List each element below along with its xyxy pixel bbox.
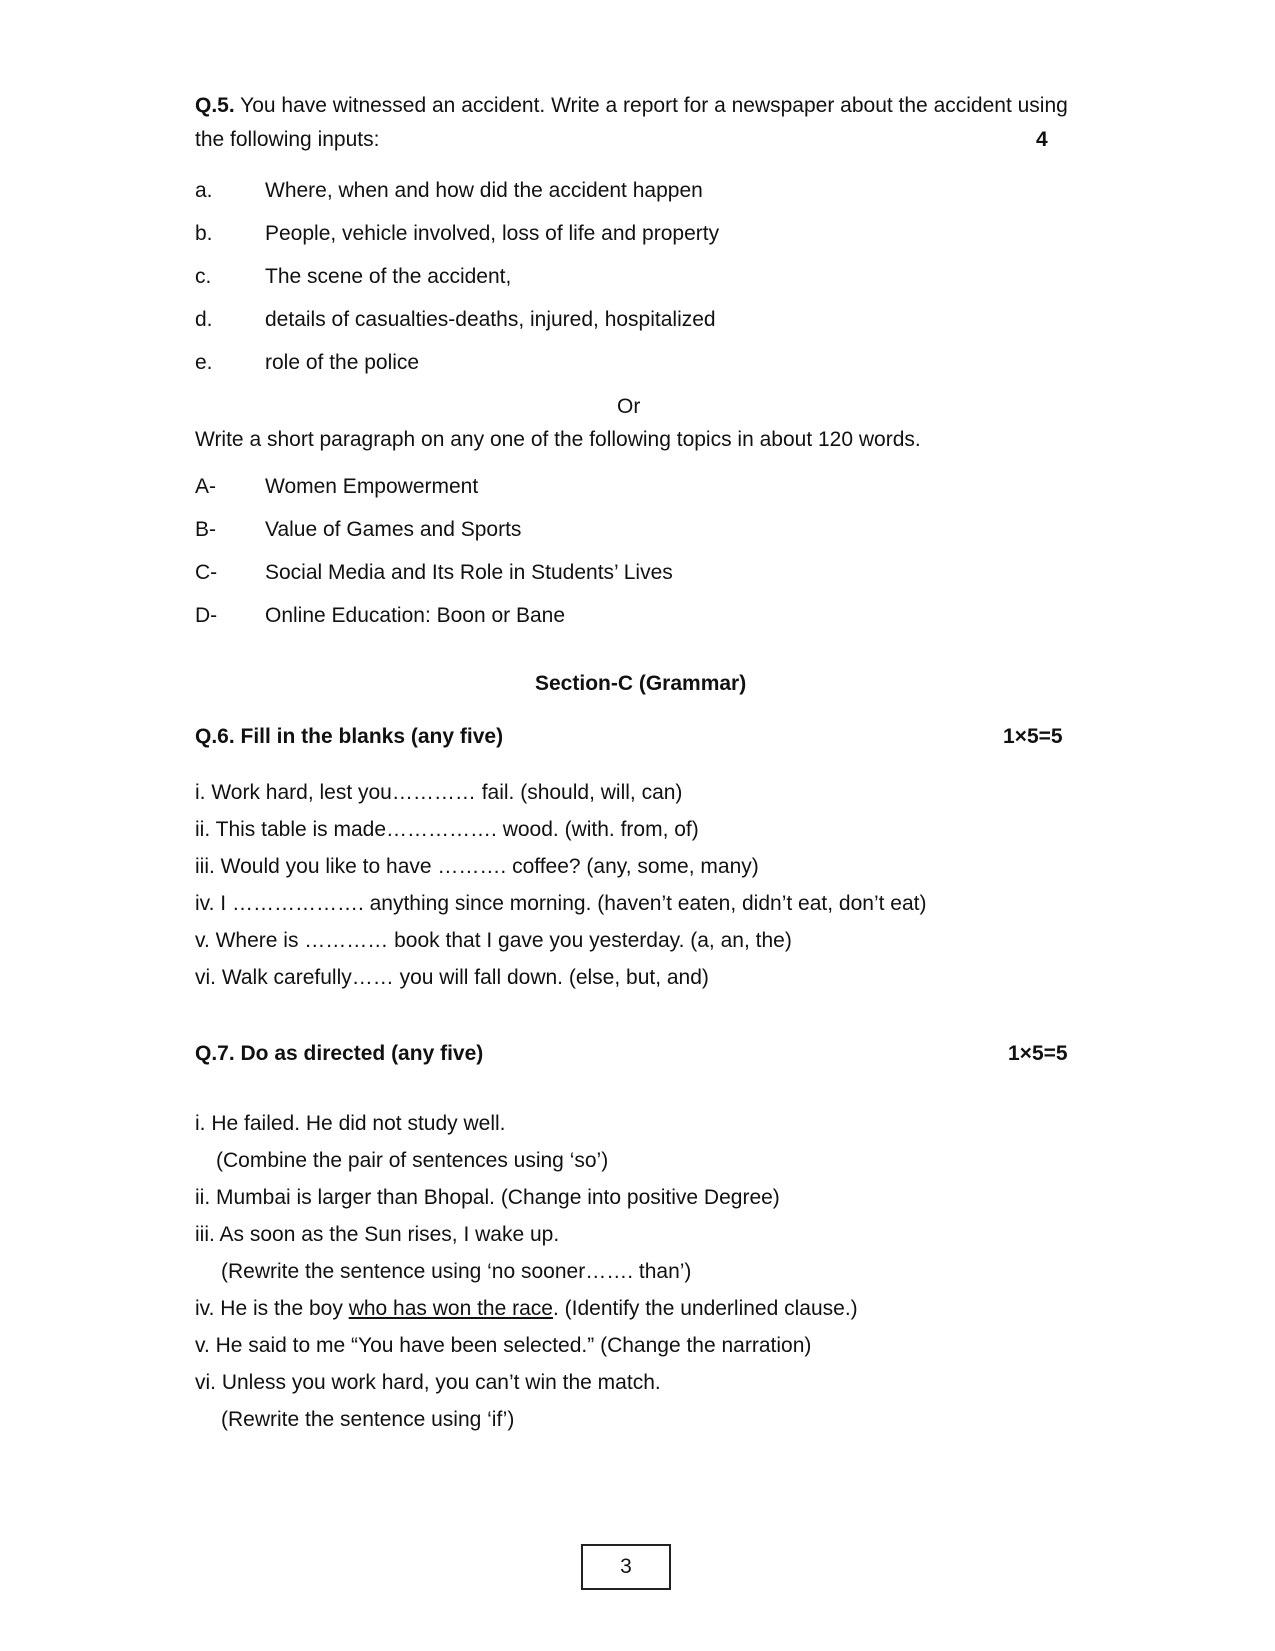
- q7-item: i. He failed. He did not study well.: [195, 1112, 506, 1135]
- q7-item-instruction: (Combine the pair of sentences using ‘so’): [216, 1149, 609, 1172]
- q7-item: vi. Unless you work hard, you can’t win the match.: [195, 1371, 661, 1394]
- q6-item: vi. Walk carefully…… you will fall down. (else, but, and): [195, 966, 709, 989]
- page-number: 3: [620, 1555, 632, 1578]
- topic-text: Value of Games and Sports: [265, 518, 522, 541]
- q6-item: iii. Would you like to have ………. coffee? (any, some, many): [195, 855, 759, 878]
- q5-input-letter: c.: [195, 265, 212, 288]
- q7-item: [195, 1297, 858, 1321]
- topic-text: Women Empowerment: [265, 475, 479, 498]
- q6-item: iv. I ………………. anything since morning. (haven’t eaten, didn’t eat, don’t eat): [195, 892, 927, 915]
- page-number-box: [581, 1544, 671, 1590]
- q5-question-line2: the following inputs:: [195, 128, 380, 151]
- q7-iv-prefix: iv. He is the boy: [195, 1297, 349, 1320]
- q5-input-text: details of casualties-deaths, injured, hospitalized: [265, 308, 716, 331]
- q5-label: Q.5.: [195, 94, 235, 117]
- q7-iv-suffix: . (Identify the underlined clause.): [552, 1297, 858, 1320]
- q5-input-text: People, vehicle involved, loss of life and property: [265, 222, 720, 245]
- topic-letter: B-: [195, 518, 216, 541]
- q5-input-letter: e.: [195, 351, 213, 374]
- topic-letter: A-: [195, 475, 216, 498]
- underlined-clause: who has won the race: [348, 1297, 553, 1320]
- q5-input-text: The scene of the accident,: [265, 265, 512, 288]
- topic-letter: C-: [195, 561, 218, 584]
- q7-title: Q.7. Do as directed (any five): [195, 1042, 484, 1065]
- q5-input-text: role of the police: [265, 351, 420, 374]
- q5-input-letter: b.: [195, 222, 213, 245]
- q7-item-instruction: (Rewrite the sentence using ‘no sooner……. than’): [221, 1260, 692, 1283]
- q7-item: iii. As soon as the Sun rises, I wake up.: [195, 1223, 560, 1246]
- q6-item: ii. This table is made……………. wood. (with. from, of): [195, 818, 699, 841]
- topic-text: Social Media and Its Role in Students’ Lives: [265, 561, 673, 584]
- section-title: Section-C (Grammar): [535, 672, 747, 695]
- q7-item: v. He said to me “You have been selected.” (Change the narration): [195, 1334, 812, 1357]
- topic-letter: D-: [195, 604, 218, 627]
- q7-item: ii. Mumbai is larger than Bhopal. (Change into positive Degree): [195, 1186, 780, 1209]
- q6-item: i. Work hard, lest you………… fail. (should, will, can): [195, 781, 683, 804]
- q7-marks: 1×5=5: [1008, 1042, 1068, 1065]
- q5-text: You have witnessed an accident. Write a report for a newspaper about the accident using: [234, 94, 1068, 117]
- q5-input-text: Where, when and how did the accident happen: [265, 179, 703, 202]
- q5-marks: 4: [1036, 128, 1048, 151]
- q5-alt-instruction: Write a short paragraph on any one of the following topics in about 120 words.: [195, 428, 921, 451]
- q6-title: Q.6. Fill in the blanks (any five): [195, 725, 504, 748]
- topic-text: Online Education: Boon or Bane: [265, 604, 566, 627]
- q7-item-instruction: (Rewrite the sentence using ‘if’): [221, 1408, 515, 1431]
- q5-question-line1: [195, 94, 1068, 118]
- q5-input-letter: d.: [195, 308, 213, 331]
- q6-item: v. Where is ………… book that I gave you yesterday. (a, an, the): [195, 929, 792, 952]
- q6-marks: 1×5=5: [1003, 725, 1063, 748]
- or-divider: Or: [617, 395, 641, 418]
- q5-input-letter: a.: [195, 179, 213, 202]
